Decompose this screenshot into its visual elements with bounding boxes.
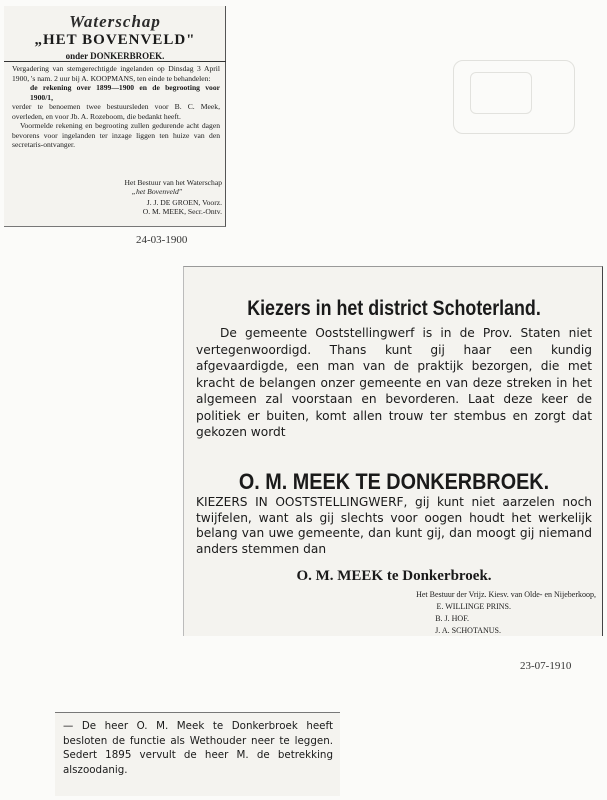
candidate-name-large: O. M. MEEK TE DONKERBROEK.	[238, 469, 550, 494]
clipping-text: — De heer O. M. Meek te Donkerbroek heeft besloten de functie als Wethouder neer te leggen. Sedert 1895 vervult de heer M. de betrekking alszoodanig.	[63, 720, 333, 776]
signature-line-1: Het Bestuur der Vrijz. Kiesv. van Olde- en Nijeberkoop,	[416, 590, 596, 599]
signature-line-2: „het Bovenveld"	[131, 187, 182, 196]
signature-line-4: O. M. MEEK, Secr.-Ontv.	[142, 207, 222, 216]
clipping-paragraph: De gemeente Ooststellingwerf is in de Prov. Staten niet vertegenwoordigd. Thans kunt gij haar een kundig afgevaardigde, een man van de praktijk bezorgen, die met kracht de belangen onzer gemeente en van deze streken in het algemeen zal voorstaan en bevorderen. Laat deze keer de politiek er buiten, komt allen trouw ter stembus en zorgt dat gekozen wordt	[196, 326, 592, 439]
candidate-name-small: O. M. MEEK te Donkerbroek.	[296, 568, 492, 584]
clipping-body	[12, 64, 220, 150]
clipping-subtitle: „HET BOVENVELD"	[34, 32, 196, 48]
clipping-wethouder	[55, 712, 340, 796]
body-paragraph-4: Voormelde rekening en begrooting zullen gedurende acht dagen bevorens voor ingelanden ter inzage liggen ten huize van den secretaris-ontvanger.	[12, 121, 220, 149]
signature-block	[184, 589, 596, 637]
body-paragraph-2: de rekening over 1899—1900 en de begrooting voor 1900/1,	[30, 83, 220, 102]
faded-stamp-inner	[470, 72, 532, 114]
divider-line	[4, 61, 226, 62]
clipping-waterschap-1900	[4, 6, 226, 227]
signature-line-4: J. A. SCHOTANUS.	[435, 626, 501, 635]
signature-line-3: B. J. HOF.	[435, 614, 469, 623]
clipping-headline: Kiezers in het district Schoterland.	[247, 297, 541, 320]
body-paragraph-3: verder te benoemen twee bestuursleden voor B. C. Meek, overleden, en voor Jb. A. Rozeboom, die bedankt heeft.	[12, 102, 220, 121]
signature-line-1: Het Bestuur van het Waterschap	[124, 178, 222, 187]
clipping-title: Waterschap	[69, 12, 161, 31]
clipping-paragraph-2: KIEZERS IN OOSTSTELLINGWERF, gij kunt niet aarzelen noch twijfelen, want als gij slechts voor oogen houdt het werkelijk belang van uwe gemeente, dan kunt gij, dan moogt gij niemand anders stemmen dan	[196, 495, 592, 556]
clipping-kiezers-1910	[183, 266, 603, 636]
signature-line-3: J. J. DE GROEN, Voorz.	[146, 198, 222, 207]
date-label-1910: 23-07-1910	[520, 660, 572, 672]
signature-line-2: E. WILLINGE PRINS.	[436, 602, 511, 611]
body-paragraph-1: Vergadering van stemgerechtigde ingelanden op Dinsdag 3 April 1900, 's nam. 2 uur bij A. KOOPMANS, ten einde te behandelen:	[12, 64, 220, 83]
clipping-location: onder DONKERBROEK.	[65, 51, 165, 61]
date-label-1900: 24-03-1900	[136, 234, 188, 246]
